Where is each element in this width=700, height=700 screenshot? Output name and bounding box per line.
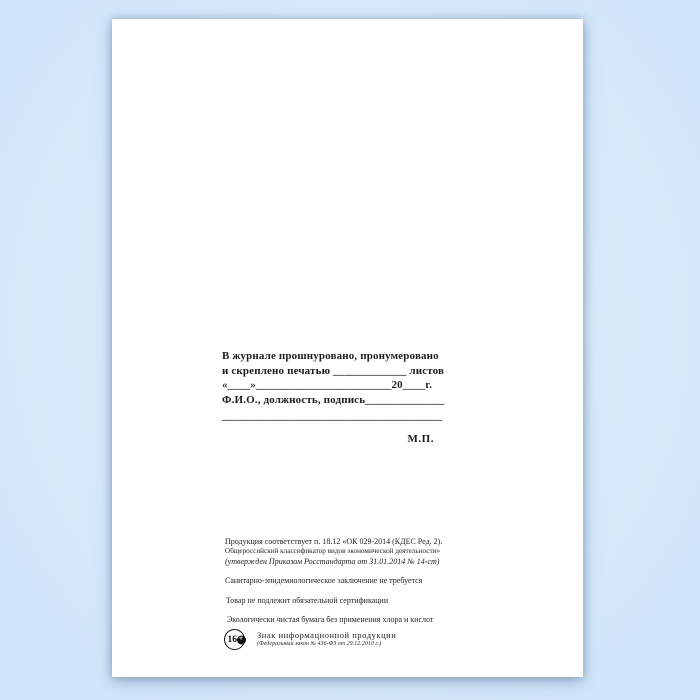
conformity-line-2: Общероссийский классификатор видов экономической деятельности»	[225, 547, 441, 555]
conformity-line-1: Продукция соответствует п. 18.12 «ОК 029-2014 (КДЕС Ред. 2).	[225, 537, 443, 546]
age-rating-number: 16	[227, 634, 237, 645]
age-rating-16plus-icon	[224, 629, 245, 650]
binding-line-1: В журнале прошнуровано, пронумеровано	[222, 350, 439, 362]
age-rating-plus-icon	[237, 635, 246, 644]
product-conformity-note	[225, 537, 442, 567]
information-product-sign-label: Знак информационной продукции	[257, 630, 397, 640]
binding-certification-block	[222, 349, 445, 446]
age-rating-texts	[257, 631, 396, 648]
eco-paper-note: Экологически чистая бумага без применения хлора и кислот	[227, 615, 434, 624]
conformity-line-3: (утвержден Приказом Росстандарта от 31.01.2014 № 14-ст)	[225, 556, 440, 566]
certification-note: Товар не подлежит обязательной сертификации	[226, 596, 389, 605]
binding-line-3-date: «____»________________________20____г.	[222, 379, 433, 391]
age-rating-plus-sign: +	[238, 634, 244, 644]
journal-back-page	[112, 19, 583, 677]
seal-place-abbreviation: М.П.	[407, 432, 434, 445]
federal-law-reference: (Федеральный закон № 436-ФЗ от 29.12.2010 г.)	[257, 640, 382, 647]
sanitary-note: Санитарно-эпидемиологическое заключение не требуется	[225, 576, 423, 585]
binding-line-4-signature: Ф.И.О., должность, подпись______________	[222, 393, 445, 406]
binding-line-5-underline: _______________________________________	[222, 410, 443, 422]
binding-line-2: и скреплено печатью _____________ листов	[222, 364, 445, 377]
